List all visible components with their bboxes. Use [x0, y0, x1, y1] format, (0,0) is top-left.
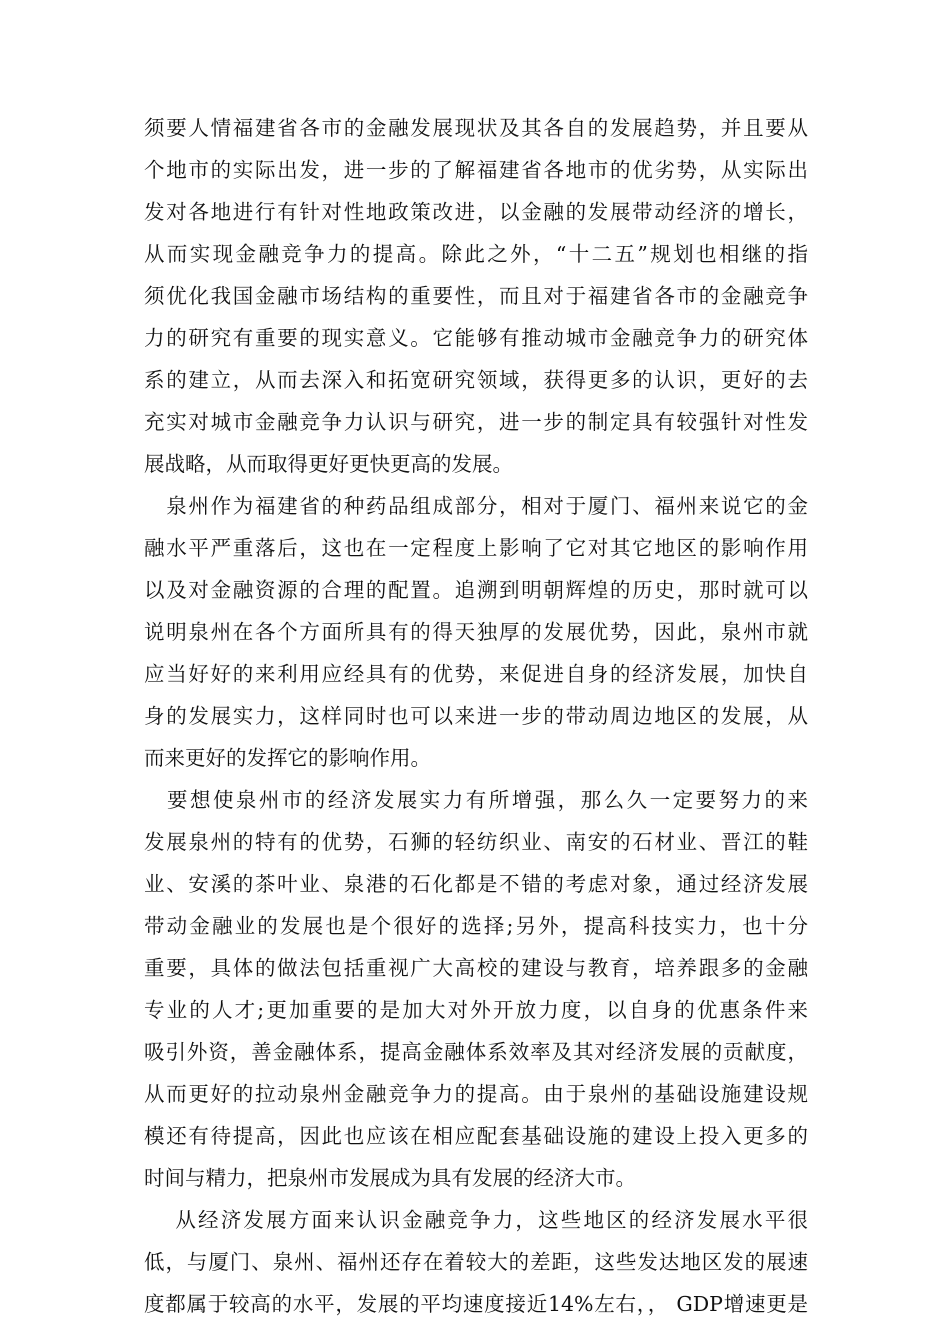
text-line: 充实对城市金融竞争力认识与研究，进一步的制定具有较强针对性发: [144, 410, 808, 434]
text-line: 重要，具体的做法包括重视广大高校的建设与教育，培养跟多的金融: [144, 956, 808, 980]
text-line: 业、安溪的茶叶业、泉港的石化都是不错的考虑对象，通过经济发展: [144, 872, 808, 896]
text-line: 专业的人才;更加重要的是加大对外开放力度，以自身的优惠条件来: [144, 998, 808, 1022]
text-line: 融水平严重落后，这也在一定程度上影响了它对其它地区的影响作用: [144, 536, 808, 560]
text-line: 个地市的实际出发，进一步的了解福建省各地市的优劣势，从实际出: [144, 158, 808, 182]
paragraph-4: [144, 1199, 808, 1325]
text-line: 要想使泉州市的经济发展实力有所增强，那么久一定要努力的来: [144, 788, 808, 812]
paragraph-2: [144, 485, 808, 779]
text-line: 从经济发展方面来认识金融竞争力，这些地区的经济发展水平很: [144, 1208, 808, 1232]
text-line: 从而实现金融竞争力的提高。除此之外，“十二五”规划也相继的指: [144, 242, 808, 266]
text-line: 度都属于较高的水平，发展的平均速度接近14%左右，， GDP增速更是: [144, 1292, 808, 1316]
text-line: 须要人情福建省各市的金融发展现状及其各自的发展趋势，并且要从: [144, 116, 808, 140]
text-line: 系的建立，从而去深入和拓宽研究领域，获得更多的认识，更好的去: [144, 368, 808, 392]
paragraph-1: [144, 107, 808, 485]
text-line: 以及对金融资源的合理的配置。追溯到明朝辉煌的历史，那时就可以: [144, 578, 808, 602]
text-line: 展战略，从而取得更好更快更高的发展。: [144, 452, 513, 476]
text-line: 力的研究有重要的现实意义。它能够有推动城市金融竞争力的研究体: [144, 326, 808, 350]
text-line: 吸引外资，善金融体系，提高金融体系效率及其对经济发展的贡献度，: [144, 1040, 808, 1064]
text-line: 低，与厦门、泉州、福州还存在着较大的差距，这些发达地区发的展速: [144, 1250, 808, 1274]
text-line: 发对各地进行有针对性地政策改进，以金融的发展带动经济的增长，: [144, 200, 808, 224]
text-line: 说明泉州在各个方面所具有的得天独厚的发展优势，因此，泉州市就: [144, 620, 808, 644]
text-line: 时间与精力，把泉州市发展成为具有发展的经济大市。: [144, 1166, 636, 1190]
text-line: 发展泉州的特有的优势，石狮的轻纺织业、南安的石材业、晋江的鞋: [144, 830, 808, 854]
document-page: [144, 107, 808, 1325]
text-line: 身的发展实力，这样同时也可以来进一步的带动周边地区的发展，从: [144, 704, 808, 728]
text-line: 模还有待提高，因此也应该在相应配套基础设施的建设上投入更多的: [144, 1124, 808, 1148]
text-line: 须优化我国金融市场结构的重要性，而且对于福建省各市的金融竞争: [144, 284, 808, 308]
paragraph-3: [144, 779, 808, 1199]
text-line: 应当好好的来利用应经具有的优势，来促进自身的经济发展，加快自: [144, 662, 808, 686]
text-line: 泉州作为福建省的种药品组成部分，相对于厦门、福州来说它的金: [144, 494, 808, 518]
text-line: 从而更好的拉动泉州金融竞争力的提高。由于泉州的基础设施建设规: [144, 1082, 808, 1106]
text-line: 而来更好的发挥它的影响作用。: [144, 746, 431, 770]
text-line: 带动金融业的发展也是个很好的选择;另外，提高科技实力，也十分: [144, 914, 808, 938]
